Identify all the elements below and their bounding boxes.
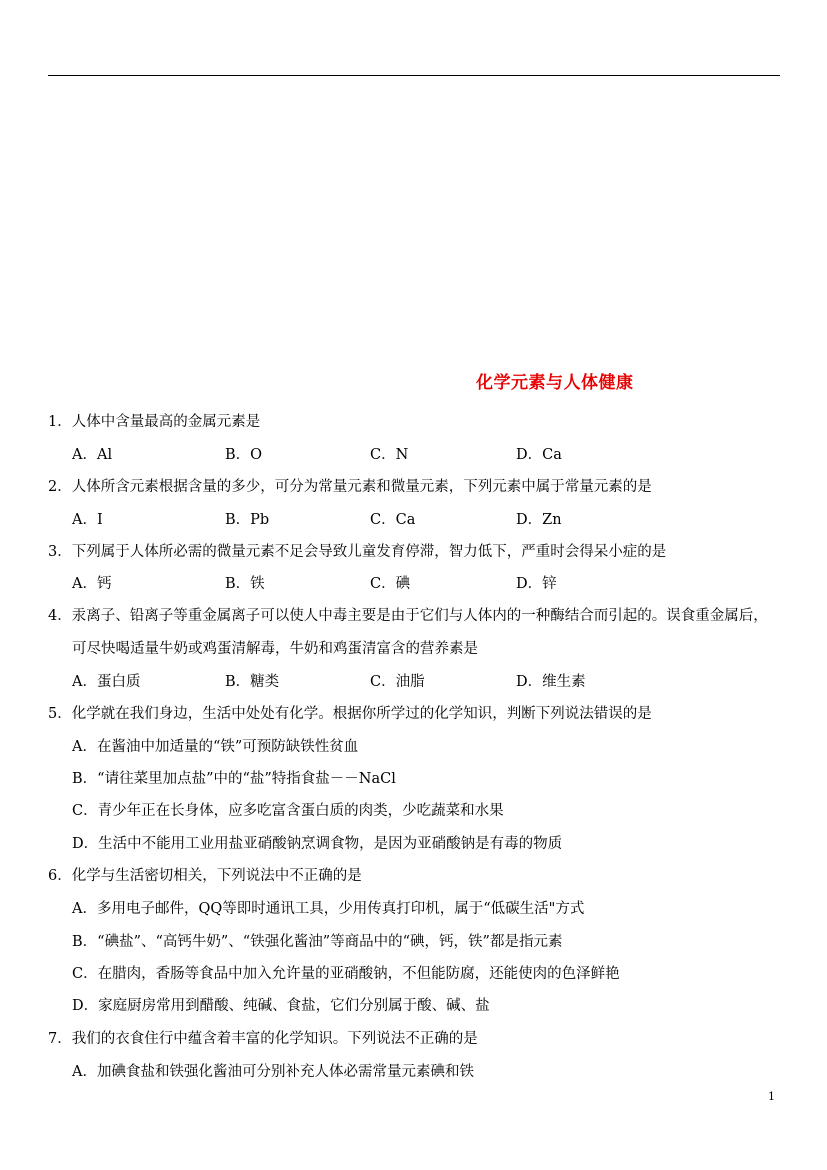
question-7: 7．我们的衣食住行中蕴含着丰富的化学知识。下列说法不正确的是 bbox=[48, 1031, 478, 1047]
question-4-continued: 可尽快喝适量牛奶或鸡蛋清解毒，牛奶和鸡蛋清富含的营养素是 bbox=[72, 641, 478, 657]
q3-option-c: C．碘 bbox=[370, 576, 411, 592]
q3-option-d: D．锌 bbox=[516, 576, 557, 592]
q5-option-d: D．生活中不能用工业用盐亚硝酸钠烹调食物，是因为亚硝酸钠是有毒的物质 bbox=[72, 836, 563, 852]
q6-option-c: C．在腊肉，香肠等食品中加入允许量的亚硝酸钠，不但能防腐，还能使肉的色泽鲜艳 bbox=[72, 966, 620, 982]
question-3: 3．下列属于人体所必需的微量元素不足会导致儿童发育停滞，智力低下，严重时会得呆小症的是 bbox=[48, 544, 667, 560]
q5-option-a: A．在酱油中加适量的“铁”可预防缺铁性贫血 bbox=[72, 739, 359, 755]
page-number: 1 bbox=[768, 1090, 775, 1103]
q1-option-b: B．O bbox=[225, 447, 263, 463]
q2-option-c: C．Ca bbox=[370, 512, 416, 528]
q2-option-a: A．I bbox=[72, 512, 103, 528]
q4-option-c: C．油脂 bbox=[370, 674, 425, 690]
q1-option-a: A．Al bbox=[72, 447, 113, 463]
question-1: 1．人体中含量最高的金属元素是 bbox=[48, 414, 261, 430]
q2-option-d: D．Zn bbox=[516, 512, 562, 528]
q6-option-a: A．多用电子邮件，QQ等即时通讯工具，少用传真打印机，属于“低碳生活"方式 bbox=[72, 901, 585, 917]
q3-option-a: A．钙 bbox=[72, 576, 112, 592]
q3-option-b: B．铁 bbox=[225, 576, 265, 592]
q4-option-d: D．维生素 bbox=[516, 674, 586, 690]
question-4: 4．汞离子、铅离子等重金属离子可以使人中毒主要是由于它们与人体内的一种酶结合而引起的。误食重金属后， bbox=[48, 608, 768, 624]
q1-option-c: C．N bbox=[370, 447, 409, 463]
q6-option-b: B．“碘盐”、“高钙牛奶”、“铁强化酱油”等商品中的“碘，钙，铁”都是指元素 bbox=[72, 934, 563, 950]
question-5: 5．化学就在我们身边，生活中处处有化学。根据你所学过的化学知识，判断下列说法错误的是 bbox=[48, 706, 652, 722]
header-rule bbox=[48, 75, 780, 76]
q2-option-b: B．Pb bbox=[225, 512, 270, 528]
page-title: 化学元素与人体健康 bbox=[476, 373, 634, 393]
q4-option-b: B．糖类 bbox=[225, 674, 280, 690]
question-2: 2．人体所含元素根据含量的多少，可分为常量元素和微量元素，下列元素中属于常量元素的是 bbox=[48, 479, 652, 495]
q5-option-b: B．“请往菜里加点盐”中的“盐”特指食盐－－NaCl bbox=[72, 771, 396, 787]
q6-option-d: D．家庭厨房常用到醋酸、纯碱、食盐，它们分别属于酸、碱、盐 bbox=[72, 998, 490, 1014]
q5-option-c: C．青少年正在长身体，应多吃富含蛋白质的肉类，少吃蔬菜和水果 bbox=[72, 803, 504, 819]
q1-option-d: D．Ca bbox=[516, 447, 562, 463]
q4-option-a: A．蛋白质 bbox=[72, 674, 141, 690]
q7-option-a: A．加碘食盐和铁强化酱油可分别补充人体必需常量元素碘和铁 bbox=[72, 1064, 474, 1080]
question-6: 6．化学与生活密切相关，下列说法中不正确的是 bbox=[48, 868, 362, 884]
